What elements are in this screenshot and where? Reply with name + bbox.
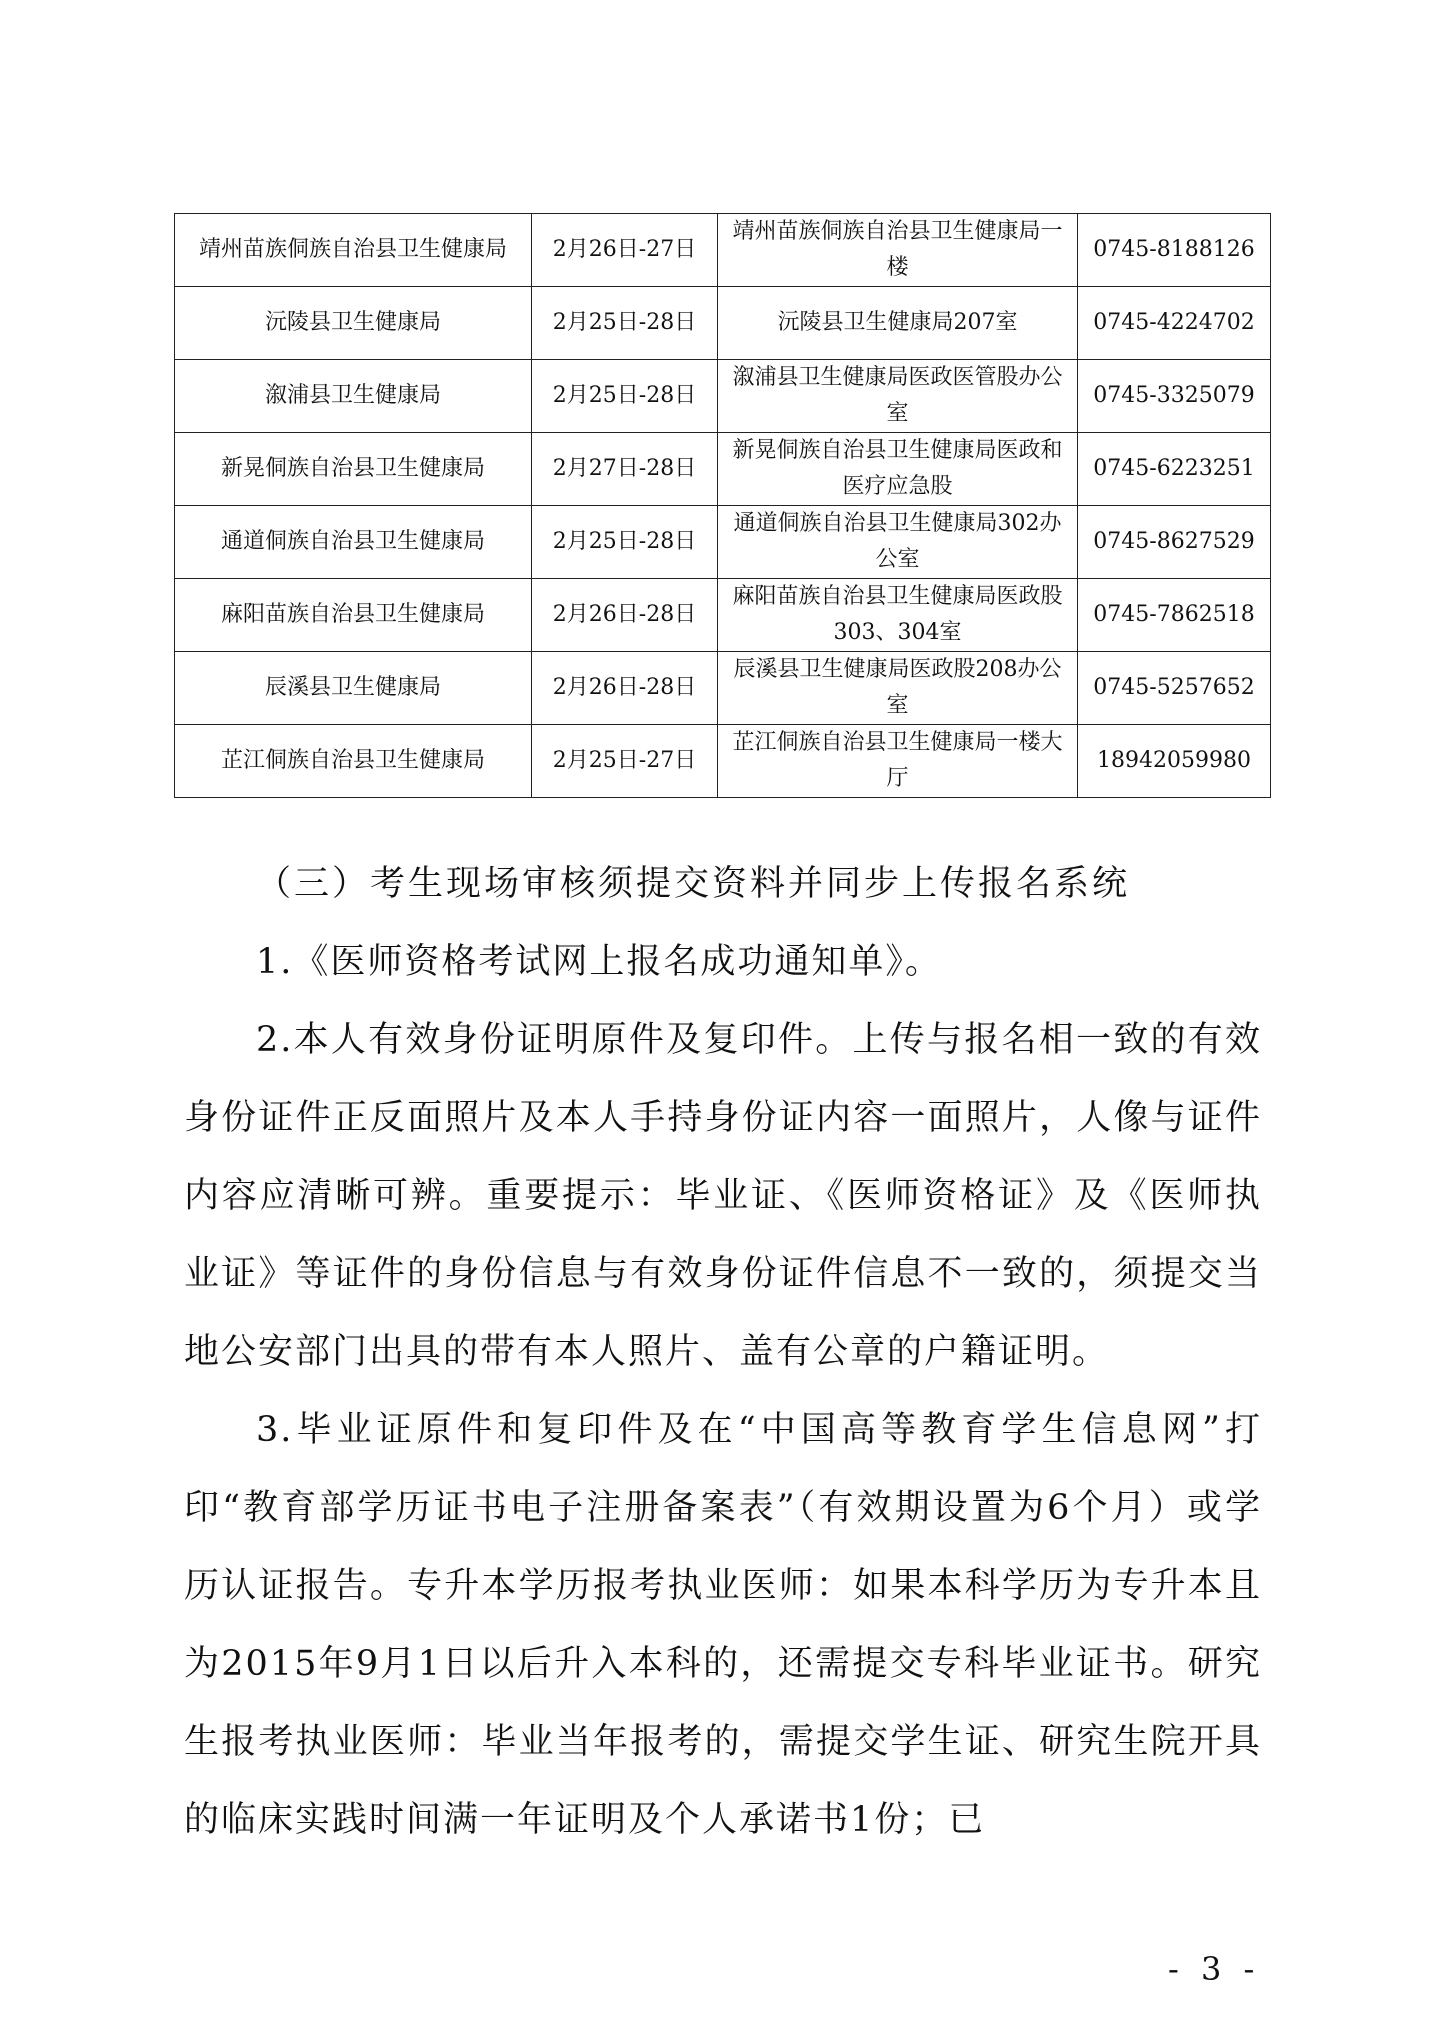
table-cell-location: 沅陵县卫生健康局207室 [718,287,1078,360]
table-cell-phone: 0745-5257652 [1078,652,1271,725]
table-cell-phone: 0745-6223251 [1078,433,1271,506]
table-cell-location: 溆浦县卫生健康局医政医管股办公室 [718,360,1078,433]
table-cell-location: 靖州苗族侗族自治县卫生健康局一楼 [718,214,1078,287]
table-cell-agency: 靖州苗族侗族自治县卫生健康局 [175,214,532,287]
table-row [175,360,1271,433]
page-number: - 3 - [1168,1950,1261,1988]
table-cell-agency: 新晃侗族自治县卫生健康局 [175,433,532,506]
table-row [175,579,1271,652]
table-cell-location: 通道侗族自治县卫生健康局302办公室 [718,506,1078,579]
table-cell-dates: 2月25日-28日 [532,506,718,579]
table-row [175,433,1271,506]
table-cell-dates: 2月26日-28日 [532,652,718,725]
table-row [175,287,1271,360]
table-cell-location: 麻阳苗族自治县卫生健康局医政股303、304室 [718,579,1078,652]
body-text [184,845,1262,1859]
table-cell-location: 辰溪县卫生健康局医政股208办公室 [718,652,1078,725]
table-cell-phone: 0745-8188126 [1078,214,1271,287]
table-cell-agency: 沅陵县卫生健康局 [175,287,532,360]
table-cell-phone: 18942059980 [1078,725,1271,798]
item-2: 2.本人有效身份证明原件及复印件。上传与报名相一致的有效身份证件正反面照片及本人手持身份证内容一面照片，人像与证件内容应清晰可辨。重要提示：毕业证、《医师资格证》及《医师执业证》等证件的身份信息与有效身份证件信息不一致的，须提交当地公安部门出具的带有本人照片、盖有公章的户籍证明。 [184,1020,1262,1372]
table-cell-phone: 0745-7862518 [1078,579,1271,652]
table-cell-agency: 通道侗族自治县卫生健康局 [175,506,532,579]
table-row [175,506,1271,579]
table-cell-dates: 2月27日-28日 [532,433,718,506]
table-row [175,214,1271,287]
table-cell-dates: 2月25日-28日 [532,287,718,360]
table-cell-dates: 2月26日-27日 [532,214,718,287]
table-cell-location: 新晃侗族自治县卫生健康局医政和医疗应急股 [718,433,1078,506]
item-1: 1.《医师资格考试网上报名成功通知单》。 [256,942,942,982]
table-cell-phone: 0745-8627529 [1078,506,1271,579]
table-cell-agency: 溆浦县卫生健康局 [175,360,532,433]
table-cell-phone: 0745-4224702 [1078,287,1271,360]
section-heading: （三）考生现场审核须提交资料并同步上传报名系统 [256,864,1131,904]
table-cell-agency: 麻阳苗族自治县卫生健康局 [175,579,532,652]
table-cell-dates: 2月25日-27日 [532,725,718,798]
table-cell-agency: 辰溪县卫生健康局 [175,652,532,725]
table-row [175,725,1271,798]
table-cell-phone: 0745-3325079 [1078,360,1271,433]
item-3: 3.毕业证原件和复印件及在“中国高等教育学生信息网”打印“教育部学历证书电子注册备案表”（有效期设置为6个月）或学历认证报告。专升本学历报考执业医师：如果本科学历为专升本且为2015年9月1日以后升入本科的，还需提交专科毕业证书。研究生报考执业医师：毕业当年报考的，需提交学生证、研究生院开具的临床实践时间满一年证明及个人承诺书1份；已 [184,1410,1262,1840]
table-body [175,214,1271,798]
table-cell-dates: 2月25日-28日 [532,360,718,433]
table-cell-agency: 芷江侗族自治县卫生健康局 [175,725,532,798]
table-cell-location: 芷江侗族自治县卫生健康局一楼大厅 [718,725,1078,798]
table-cell-dates: 2月26日-28日 [532,579,718,652]
table-row [175,652,1271,725]
registration-schedule-table [174,213,1271,798]
